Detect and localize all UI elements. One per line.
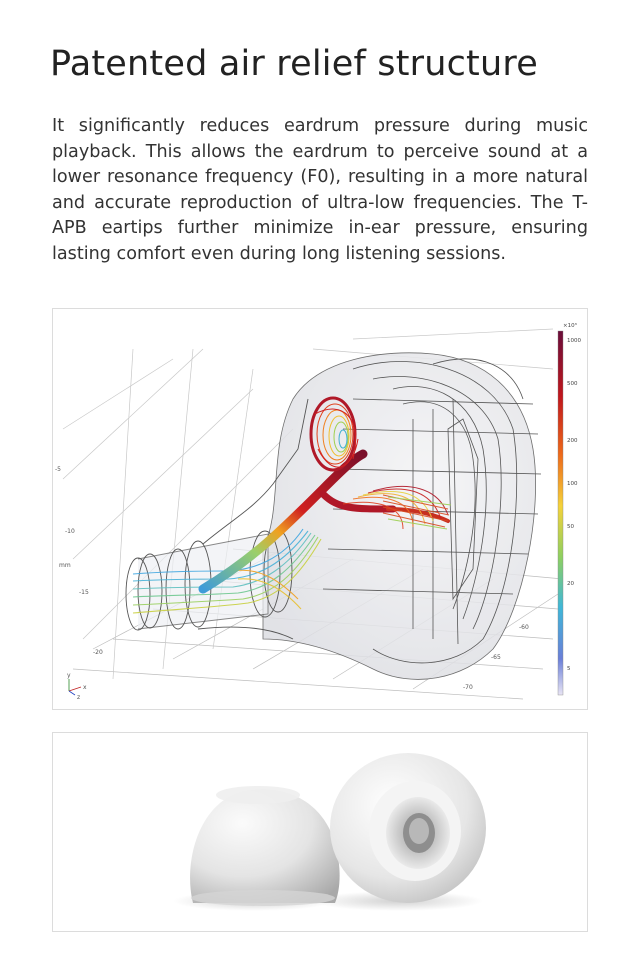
y-tick: -20 xyxy=(93,649,103,656)
colorbar-exponent: ×10³ xyxy=(563,323,577,329)
eartips-panel xyxy=(52,732,588,932)
eartips-image xyxy=(53,733,587,931)
y-tick: -5 xyxy=(55,466,61,473)
y-axis xyxy=(55,466,103,656)
colorbar xyxy=(558,322,581,695)
colorbar-label: 1000 xyxy=(567,338,581,344)
colorbar-label: 500 xyxy=(567,381,578,387)
eartip-left xyxy=(190,786,340,906)
x-tick: -70 xyxy=(463,684,473,691)
triad-label: z xyxy=(77,694,81,701)
colorbar-label: 200 xyxy=(567,438,578,444)
earphone-shell xyxy=(263,353,541,680)
description-paragraph: It significantly reduces eardrum pressure during music playback. This allows the eardrum to perceive sound at a lower resonance frequency (F0), resulting in a more natural and accurate reproduction of ultra-low frequencies. The T-APB eartips further minimize in-ear pressure, ensuring lasting comfort even during long listening sessions. xyxy=(52,116,588,264)
airflow-simulation-panel xyxy=(52,308,588,710)
x-tick: -60 xyxy=(519,624,529,631)
colorbar-label: 50 xyxy=(567,524,574,530)
page-title: Patented air relief structure xyxy=(50,44,538,84)
colorbar-label: 5 xyxy=(567,666,571,672)
triad-label: y xyxy=(67,672,71,679)
axis-triad xyxy=(67,672,87,701)
y-tick: -15 xyxy=(79,589,89,596)
eartip-right xyxy=(330,753,486,903)
colorbar-label: 20 xyxy=(567,581,574,587)
y-tick: -10 xyxy=(65,528,75,535)
colorbar-label: 100 xyxy=(567,481,578,487)
airflow-simulation-illustration xyxy=(53,309,587,709)
triad-label: x xyxy=(83,684,87,691)
y-axis-unit: mm xyxy=(59,562,71,569)
x-tick: -65 xyxy=(491,654,501,661)
